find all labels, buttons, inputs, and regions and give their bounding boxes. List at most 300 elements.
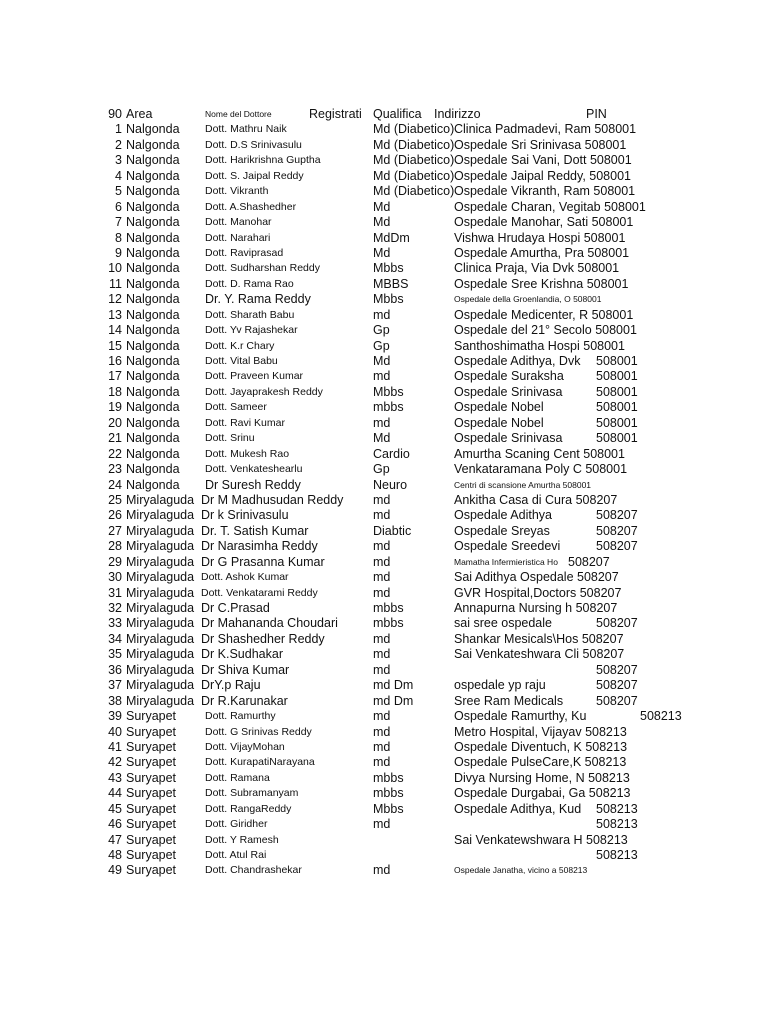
table-row: [0, 678, 768, 693]
row-number: 12: [108, 292, 122, 307]
row-qualification: md: [373, 570, 391, 585]
row-number: 37: [108, 678, 122, 693]
row-number: 7: [115, 215, 122, 230]
table-row: [0, 153, 768, 168]
row-number: 9: [115, 245, 122, 260]
row-address: Mamatha Infermieristica Ho: [454, 556, 558, 567]
row-number: 5: [115, 184, 122, 199]
row-address: Ospedale Amurtha, Pra 508001: [454, 245, 630, 260]
table-row: [0, 616, 768, 631]
row-area: Miryalaguda: [126, 662, 195, 677]
row-doctor: Dr C.Prasad: [201, 601, 270, 615]
table-row: [0, 447, 768, 462]
row-area: Suryapet: [126, 863, 177, 878]
row-qualification: md: [373, 369, 391, 384]
row-number: 29: [108, 554, 122, 569]
table-row: [0, 215, 768, 230]
header-registration: Registrati: [309, 107, 362, 121]
row-area: Suryapet: [126, 786, 177, 801]
row-area: Miryalaguda: [126, 508, 195, 523]
row-number: 48: [108, 848, 122, 862]
row-area: Suryapet: [126, 817, 177, 832]
row-doctor: Dott. Ramurthy: [205, 710, 276, 723]
row-doctor: Dott. Y Ramesh: [205, 833, 279, 846]
row-qualification: Gp: [373, 338, 390, 353]
row-number: 44: [108, 786, 122, 801]
row-number: 39: [108, 709, 122, 724]
row-address: Ospedale Adithya, Kud: [454, 801, 582, 816]
row-number: 3: [115, 153, 122, 168]
row-area: Nalgonda: [126, 230, 180, 245]
row-address: Ospedale Suraksha: [454, 369, 564, 384]
row-qualification: md: [373, 863, 391, 878]
row-area: Nalgonda: [126, 215, 180, 230]
row-address: Vishwa Hrudaya Hospi 508001: [454, 230, 626, 245]
row-address: Shankar Mesicals\Hos 508207: [454, 631, 624, 646]
table-row: [0, 786, 768, 801]
row-area: Suryapet: [126, 724, 177, 739]
table-row: [0, 694, 768, 709]
row-number: 24: [108, 477, 122, 492]
row-doctor: Dr R.Karunakar: [201, 693, 288, 708]
row-address: Ospedale Sreyas: [454, 523, 550, 538]
row-area: Suryapet: [126, 832, 177, 847]
table-row: [0, 462, 768, 477]
row-area: Miryalaguda: [126, 693, 195, 708]
row-address: Ospedale Srinivasa: [454, 431, 563, 446]
row-area: Suryapet: [126, 755, 177, 770]
row-address: Ospedale Sree Krishna 508001: [454, 276, 629, 291]
row-qualification: Neuro: [373, 477, 408, 492]
table-row: [0, 231, 768, 246]
row-qualification: MBBS: [373, 276, 409, 291]
row-qualification: Cardio: [373, 446, 410, 461]
row-address: Ospedale Charan, Vegitab 508001: [454, 199, 646, 214]
table-row: [0, 817, 768, 832]
table-row: [0, 539, 768, 554]
row-area: Nalgonda: [126, 369, 180, 384]
row-doctor: Dott. Venkatarami Reddy: [201, 586, 318, 599]
row-number: 13: [108, 307, 122, 322]
row-address: Ospedale Srinivasa: [454, 384, 563, 399]
row-qualification: md: [373, 709, 391, 724]
row-pin: 508001: [596, 384, 638, 399]
table-row: [0, 802, 768, 817]
row-number: 34: [108, 631, 122, 646]
row-area: Miryalaguda: [126, 539, 195, 554]
row-doctor: Dr k Srinivasulu: [201, 508, 289, 523]
table-row: [0, 261, 768, 276]
row-qualification: md: [373, 724, 391, 739]
table-row: [0, 369, 768, 384]
row-area: Suryapet: [126, 709, 177, 724]
row-address: Annapurna Nursing h 508207: [454, 601, 618, 615]
row-doctor: Dr Narasimha Reddy: [201, 539, 318, 554]
row-number: 18: [108, 384, 122, 399]
row-qualification: Md: [373, 354, 391, 368]
row-qualification: Mbbs: [373, 292, 404, 307]
row-pin: 508207: [596, 523, 638, 538]
row-address: Amurtha Scaning Cent 508001: [454, 446, 625, 461]
row-address: Clinica Praja, Via Dvk 508001: [454, 261, 620, 276]
row-pin: 508207: [596, 616, 638, 631]
row-area: Suryapet: [126, 848, 177, 862]
row-area: Miryalaguda: [126, 616, 195, 631]
row-address: Ospedale Jaipal Reddy, 508001: [454, 168, 631, 183]
row-pin: 508001: [596, 400, 638, 415]
row-address: sai sree ospedale: [454, 616, 552, 631]
row-qualification: md Dm: [373, 678, 414, 693]
row-pin: 508207: [596, 693, 638, 708]
row-doctor: Dott. D. Rama Rao: [205, 277, 294, 290]
table-row: [0, 863, 768, 878]
table-row: [0, 246, 768, 261]
row-qualification: Md: [373, 431, 391, 446]
row-number: 45: [108, 801, 122, 816]
row-doctor: Dott. Raviprasad: [205, 246, 284, 259]
table-row: [0, 431, 768, 446]
row-qualification: mbbs: [373, 616, 404, 631]
row-pin: 508001: [596, 354, 638, 368]
row-area: Nalgonda: [126, 462, 180, 477]
row-number: 38: [108, 693, 122, 708]
table-row: [0, 709, 768, 724]
row-doctor: Dr Mahananda Choudari: [201, 616, 338, 631]
row-pin: 508213: [596, 801, 638, 816]
row-number: 1: [115, 122, 122, 137]
row-number: 26: [108, 508, 122, 523]
row-doctor: Dott. Chandrashekar: [205, 864, 302, 877]
row-qualification: Mbbs: [373, 261, 404, 276]
row-doctor: Dr. Y. Rama Reddy: [205, 292, 311, 307]
row-address: Ospedale Adithya, Dvk: [454, 354, 581, 368]
row-doctor: Dott. Giridher: [205, 818, 268, 831]
row-area: Miryalaguda: [126, 492, 195, 507]
row-area: Nalgonda: [126, 384, 180, 399]
row-qualification: md: [373, 539, 391, 554]
row-address: Ospedale Ramurthy, Ku: [454, 709, 587, 724]
table-row: [0, 400, 768, 415]
row-qualification: md: [373, 554, 391, 569]
row-area: Nalgonda: [126, 261, 180, 276]
table-row: [0, 508, 768, 523]
row-qualification: Md: [373, 199, 391, 214]
row-pin: 508207: [596, 678, 638, 693]
row-number: 21: [108, 431, 122, 446]
row-address: Santhoshimatha Hospi 508001: [454, 338, 625, 353]
row-doctor: Dott. Ramana: [205, 771, 270, 784]
row-address: Ospedale Nobel: [454, 400, 544, 415]
table-row: [0, 493, 768, 508]
row-pin: 508213: [640, 709, 682, 724]
row-doctor: Dott. VijayMohan: [205, 740, 285, 753]
row-pin: 508001: [596, 369, 638, 384]
table-row: [0, 632, 768, 647]
row-pin: 508001: [596, 431, 638, 446]
table-row: [0, 725, 768, 740]
row-doctor: Dott. Ashok Kumar: [201, 571, 289, 584]
row-doctor: Dott. Venkateshearlu: [205, 463, 303, 476]
row-address: Ospedale Sreedevi: [454, 539, 561, 554]
table-row: [0, 586, 768, 601]
row-number: 27: [108, 523, 122, 538]
row-address: Venkataramana Poly C 508001: [454, 462, 628, 477]
table-row: [0, 385, 768, 400]
row-qualification: Mbbs: [373, 801, 404, 816]
row-doctor: Dott. Ravi Kumar: [205, 416, 285, 429]
row-area: Nalgonda: [126, 122, 180, 137]
row-doctor: Dott. RangaReddy: [205, 802, 292, 815]
row-address: Divya Nursing Home, N 508213: [454, 770, 630, 785]
table-row: [0, 771, 768, 786]
row-number: 46: [108, 817, 122, 832]
row-number: 14: [108, 323, 122, 338]
row-pin: 508001: [596, 415, 638, 430]
row-number: 16: [108, 354, 122, 368]
row-area: Nalgonda: [126, 338, 180, 353]
row-number: 6: [115, 199, 122, 214]
row-address: Sree Ram Medicals: [454, 693, 564, 708]
row-area: Nalgonda: [126, 276, 180, 291]
row-qualification: mbbs: [373, 786, 404, 801]
row-doctor: Dott. Subramanyam: [205, 787, 299, 800]
row-number: 10: [108, 261, 122, 276]
row-address: Ospedale Manohar, Sati 508001: [454, 215, 634, 230]
row-area: Miryalaguda: [126, 554, 195, 569]
row-address: Ospedale PulseCare,K 508213: [454, 755, 627, 770]
row-address: Sai Venkatewshwara H 508213: [454, 832, 628, 847]
table-row: [0, 848, 768, 863]
row-qualification: md: [373, 585, 391, 600]
row-area: Nalgonda: [126, 477, 180, 492]
row-address: Ospedale Nobel: [454, 415, 544, 430]
row-doctor: Dott. D.S Srinivasulu: [205, 138, 302, 151]
row-qualification: MdDm: [373, 230, 410, 245]
row-address: Ospedale Janatha, vicino a 508213: [454, 865, 588, 876]
table-row: [0, 601, 768, 616]
row-qualification: md: [373, 631, 391, 646]
table-body: [0, 122, 768, 878]
row-address: ospedale yp raju: [454, 678, 546, 693]
row-pin: 508213: [596, 848, 638, 862]
table-row: [0, 184, 768, 199]
row-pin: 508207: [596, 508, 638, 523]
row-doctor: Dott. Vikranth: [205, 185, 269, 198]
row-doctor: Dott. Sameer: [205, 401, 267, 414]
row-qualification: md: [373, 415, 391, 430]
row-area: Nalgonda: [126, 168, 180, 183]
row-number: 8: [115, 230, 122, 245]
row-qualification: md: [373, 307, 391, 322]
table-row: [0, 833, 768, 848]
row-area: Suryapet: [126, 801, 177, 816]
row-doctor: Dott. Jayaprakesh Reddy: [205, 385, 323, 398]
row-area: Miryalaguda: [126, 678, 195, 693]
row-area: Nalgonda: [126, 400, 180, 415]
row-area: Miryalaguda: [126, 570, 195, 585]
row-doctor: Dott. S. Jaipal Reddy: [205, 169, 304, 182]
table-row: [0, 416, 768, 431]
row-doctor: Dott. Sudharshan Reddy: [205, 262, 320, 275]
row-qualification: Md: [373, 215, 391, 230]
header-area: Area: [126, 107, 153, 121]
row-doctor: Dr. T. Satish Kumar: [201, 523, 309, 538]
row-address: Ospedale del 21° Secolo 508001: [454, 323, 637, 338]
row-number: 15: [108, 338, 122, 353]
table-row: [0, 478, 768, 493]
row-number: 19: [108, 400, 122, 415]
row-area: Miryalaguda: [126, 647, 195, 662]
row-address: Metro Hospital, Vijayav 508213: [454, 724, 627, 739]
row-doctor: Dott. A.Shashedher: [205, 200, 297, 213]
row-number: 17: [108, 369, 122, 384]
row-doctor: Dr K.Sudhakar: [201, 647, 283, 662]
row-doctor: Dott. Mukesh Rao: [205, 447, 290, 460]
row-address: Ospedale Vikranth, Ram 508001: [454, 184, 636, 199]
table-row: [0, 354, 768, 369]
table-row: [0, 555, 768, 570]
row-address: Ospedale Diventuch, K 508213: [454, 739, 628, 754]
row-doctor: Dr Suresh Reddy: [205, 477, 301, 492]
row-area: Nalgonda: [126, 354, 180, 368]
row-area: Miryalaguda: [126, 601, 195, 615]
row-qualification: md: [373, 492, 391, 507]
table-row: [0, 663, 768, 678]
row-area: Nalgonda: [126, 137, 180, 152]
row-number: 30: [108, 570, 122, 585]
header-pin: PIN: [586, 107, 607, 121]
row-area: Nalgonda: [126, 292, 180, 307]
row-number: 32: [108, 601, 122, 615]
row-number: 33: [108, 616, 122, 631]
row-doctor: Dr Shashedher Reddy: [201, 631, 325, 646]
row-doctor: Dott. Yv Rajashekar: [205, 324, 298, 337]
row-qualification: md: [373, 508, 391, 523]
row-qualification: md: [373, 755, 391, 770]
row-address: GVR Hospital,Doctors 508207: [454, 585, 622, 600]
row-qualification: Gp: [373, 323, 390, 338]
header-doctor: Nome del Dottore: [205, 109, 272, 119]
table-row: [0, 647, 768, 662]
table-row: [0, 308, 768, 323]
row-address: Clinica Padmadevi, Ram 508001: [454, 122, 637, 137]
row-qualification: Md (Diabetico): [373, 122, 455, 137]
row-doctor: Dott. K.r Chary: [205, 339, 275, 352]
row-area: Nalgonda: [126, 323, 180, 338]
row-address: Ospedale Adithya: [454, 508, 552, 523]
row-number: 25: [108, 492, 122, 507]
row-doctor: Dott. G Srinivas Reddy: [205, 725, 312, 738]
row-qualification: md Dm: [373, 693, 414, 708]
doctor-table: [0, 107, 768, 879]
row-number: 20: [108, 415, 122, 430]
row-area: Miryalaguda: [126, 585, 195, 600]
row-address: Sai Adithya Ospedale 508207: [454, 570, 619, 585]
row-qualification: Md: [373, 245, 391, 260]
row-area: Nalgonda: [126, 415, 180, 430]
table-row: [0, 122, 768, 137]
row-qualification: mbbs: [373, 400, 404, 415]
row-doctor: Dr M Madhusudan Reddy: [201, 492, 344, 507]
row-area: Nalgonda: [126, 446, 180, 461]
row-number: 47: [108, 832, 122, 847]
table-row: [0, 740, 768, 755]
row-number: 35: [108, 647, 122, 662]
row-doctor: Dott. Atul Rai: [205, 849, 267, 861]
table-row: [0, 169, 768, 184]
row-qualification: Md (Diabetico): [373, 184, 455, 199]
row-address: Ospedale della Groenlandia, O 508001: [454, 294, 602, 305]
row-doctor: Dott. Praveen Kumar: [205, 370, 304, 383]
table-row: [0, 323, 768, 338]
row-qualification: Mbbs: [373, 384, 404, 399]
row-number: 23: [108, 462, 122, 477]
row-doctor: Dott. Narahari: [205, 231, 271, 244]
row-pin: 508207: [596, 539, 638, 554]
row-number: 22: [108, 446, 122, 461]
row-number: 42: [108, 755, 122, 770]
row-doctor: Dott. Harikrishna Guptha: [205, 154, 321, 167]
table-row: [0, 138, 768, 153]
row-doctor: Dr Shiva Kumar: [201, 662, 290, 677]
row-area: Nalgonda: [126, 307, 180, 322]
row-area: Suryapet: [126, 770, 177, 785]
row-pin: 508207: [568, 554, 610, 569]
row-area: Suryapet: [126, 739, 177, 754]
table-row: [0, 755, 768, 770]
row-pin: 508213: [596, 817, 638, 832]
row-qualification: md: [373, 647, 391, 662]
row-pin: 508207: [596, 662, 638, 677]
row-doctor: DrY.p Raju: [201, 678, 261, 693]
row-number: 43: [108, 770, 122, 785]
row-qualification: Md (Diabetico): [373, 168, 455, 183]
table-row: [0, 524, 768, 539]
row-number: 41: [108, 739, 122, 754]
row-qualification: Md (Diabetico): [373, 153, 455, 168]
row-qualification: Gp: [373, 462, 390, 477]
row-address: Ankitha Casa di Cura 508207: [454, 492, 618, 507]
row-area: Nalgonda: [126, 245, 180, 260]
row-address: Sai Venkateshwara Cli 508207: [454, 647, 625, 662]
row-number: 11: [109, 276, 122, 291]
row-area: Miryalaguda: [126, 631, 195, 646]
header-row: [0, 107, 768, 122]
header-qualification: Qualifica: [373, 107, 422, 121]
row-number: 28: [108, 539, 122, 554]
row-address: Centri di scansione Amurtha 508001: [454, 479, 592, 490]
row-doctor: Dott. Srinu: [205, 432, 255, 445]
header-count: 90: [108, 107, 122, 121]
row-doctor: Dott. KurapatiNarayana: [205, 756, 315, 769]
row-qualification: Diabtic: [373, 523, 412, 538]
table-row: [0, 200, 768, 215]
row-area: Nalgonda: [126, 153, 180, 168]
header-address: Indirizzo: [434, 107, 481, 121]
row-number: 40: [108, 724, 122, 739]
row-doctor: Dott. Mathru Naik: [205, 123, 287, 136]
row-area: Nalgonda: [126, 199, 180, 214]
row-number: 4: [115, 168, 122, 183]
row-area: Nalgonda: [126, 184, 180, 199]
row-doctor: Dott. Vital Babu: [205, 355, 278, 367]
row-number: 31: [108, 585, 122, 600]
row-qualification: mbbs: [373, 770, 404, 785]
table-row: [0, 339, 768, 354]
row-qualification: md: [373, 739, 391, 754]
row-doctor: Dott. Manohar: [205, 216, 272, 229]
row-qualification: Md (Diabetico): [373, 137, 455, 152]
